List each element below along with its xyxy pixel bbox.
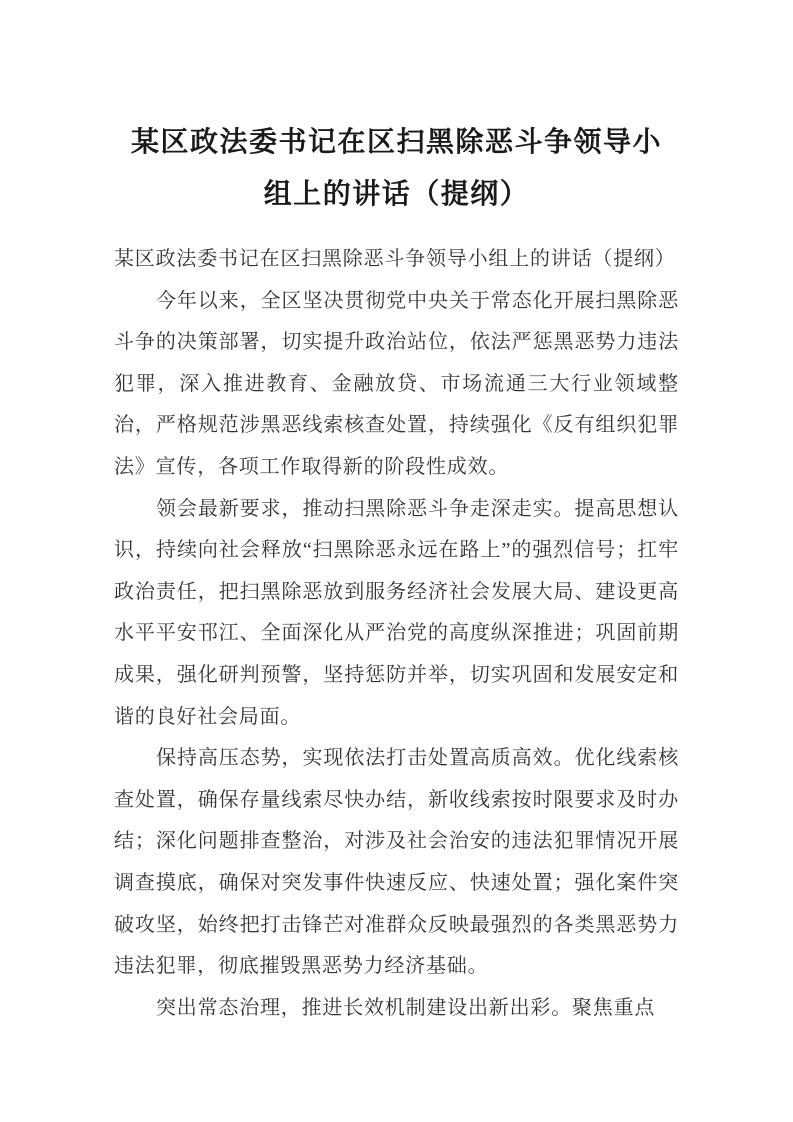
doc-paragraph: 今年以来，全区坚决贯彻党中央关于常态化开展扫黑除恶斗争的决策部署，切实提升政治站位，依法严惩黑恶势力违法犯罪，深入推进教育、金融放贷、市场流通三大行业领域整治，严格规范涉黑恶线索核查处置，持续强化《反有组织犯罪法》宣传，各项工作取得新的阶段性成效。 bbox=[114, 289, 679, 478]
document-title bbox=[114, 117, 679, 221]
document-body bbox=[114, 239, 679, 1029]
doc-paragraph: 领会最新要求，推动扫黑除恶斗争走深走实。提高思想认识，持续向社会释放“扫黑除恶永远在路上”的强烈信号；扛牢政治责任，把扫黑除恶放到服务经济社会发展大局、建设更高水平平安邗江、全面深化从严治党的高度纵深推进；巩固前期成果，强化研判预警，坚持惩防并举，切实巩固和发展安定和谐的良好社会局面。 bbox=[114, 497, 679, 728]
doc-paragraph: 突出常态治理，推进长效机制建设出新出彩。聚焦重点 bbox=[156, 996, 656, 1019]
document-title-line-1: 某区政法委书记在区扫黑除恶斗争领导小 bbox=[130, 127, 662, 158]
document-title-line-2: 组上的讲话（提纲） bbox=[263, 179, 530, 210]
doc-paragraph: 保持高压态势，实现依法打击处置高质高效。优化线索核查处置，确保存量线索尽快办结，新收线索按时限要求及时办结；深化问题排查整治，对涉及社会治安的违法犯罪情况开展调查摸底，确保对突发事件快速反应、快速处置；强化案件突破攻坚，始终把打击锋芒对准群众反映最强烈的各类黑恶势力违法犯罪，彻底摧毁黑恶势力经济基础。 bbox=[114, 747, 679, 978]
doc-paragraph-heading-line: 某区政法委书记在区扫黑除恶斗争领导小组上的讲话（提纲） bbox=[114, 248, 676, 270]
